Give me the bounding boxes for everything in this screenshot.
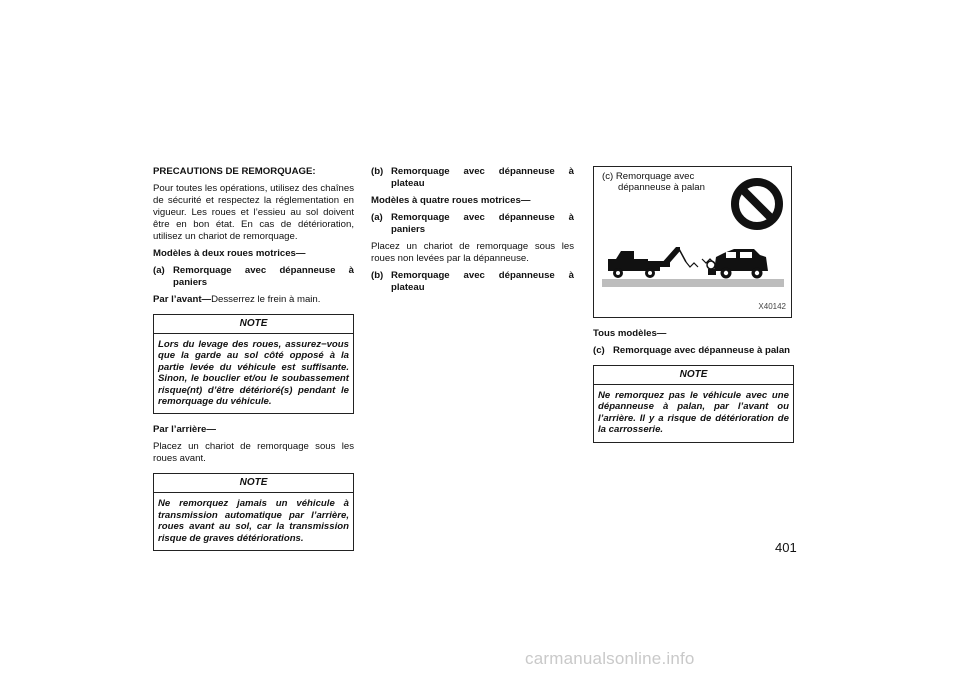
- tow-truck-icon: [608, 247, 686, 278]
- prohibition-icon: [735, 182, 779, 226]
- figure-code: X40142: [758, 302, 786, 311]
- sling-towing-figure: [593, 166, 792, 318]
- note-box-automatic-transmission: [153, 473, 354, 551]
- list-item-c-sling: [593, 345, 794, 357]
- front-label: Par l’avant—: [153, 294, 212, 305]
- item-text-line1: Remorquage avec dépanneuse à: [391, 270, 574, 281]
- item-text-line2: plateau: [391, 178, 425, 189]
- item-text: Remorquage avec dépanneuse à palan: [613, 345, 791, 356]
- four-wheel-drive-heading: Modèles à quatre roues motrices—: [371, 195, 531, 206]
- towed-vehicle-icon: [707, 249, 768, 279]
- note-body: Lors du levage des roues, assurez−vous que la garde au sol côté opposé à la partie levée du véhicule est suffisante. Sinon, le bouclier et/ou le soubassement risque(nt) d’être détérioré(s) pendant le remorquage du véhicule.: [158, 339, 349, 408]
- item-text-line1: Remorquage avec dépanneuse à: [391, 166, 574, 177]
- item-text-line2: paniers: [391, 224, 426, 235]
- item-label: (a): [153, 265, 165, 276]
- front-text: Desserrez le frein à main.: [211, 294, 321, 305]
- list-item-b-flatbed: [371, 270, 574, 294]
- item-text-line2: paniers: [173, 277, 208, 288]
- note-body: Ne remorquez jamais un véhicule à transmission automatique par l’arrière, roues avant au sol, car la transmission risque de graves détériorations.: [158, 498, 349, 544]
- front-towing-paragraph: [153, 294, 354, 306]
- watermark-text: carmanualsonline.info: [525, 649, 695, 668]
- note-box-sling-towing: [593, 365, 794, 443]
- intro-paragraph: Pour toutes les opérations, utilisez des chaînes de sécurité et respectez la réglementation en vigueur. Les roues et l’essieu au sol doivent être en bon état. En cas de détérioration, utilisez un chariot de remorquage.: [153, 183, 354, 242]
- item-label: (c): [593, 345, 605, 356]
- all-models-heading: Tous modèles—: [593, 328, 667, 339]
- note-box-ground-clearance: [153, 314, 354, 414]
- note-body: Ne remorquez pas le véhicule avec une dépanneuse à palan, par l’avant ou l’arrière. Il y a risque de détérioration de la carrosserie.: [598, 390, 789, 436]
- column-right: [593, 166, 794, 453]
- two-wheel-drive-heading: Modèles à deux roues motrices—: [153, 248, 306, 259]
- figure-caption-line2: dépanneuse à palan: [618, 182, 705, 193]
- item-text-line2: plateau: [391, 282, 425, 293]
- note-title: NOTE: [154, 315, 353, 334]
- item-text-line1: Remorquage avec dépanneuse à: [391, 212, 574, 223]
- item-label: (b): [371, 166, 384, 177]
- column-left: [153, 166, 354, 561]
- item-label: (a): [371, 212, 383, 223]
- chain-icon: [686, 259, 714, 267]
- rear-towing-heading: Par l’arrière—: [153, 424, 216, 436]
- item-label: (b): [371, 270, 384, 281]
- note-title: NOTE: [154, 474, 353, 493]
- rear-towing-paragraph: Placez un chariot de remorquage sous les roues avant.: [153, 441, 354, 465]
- ground-strip: [602, 279, 784, 287]
- note-title: NOTE: [594, 366, 793, 385]
- list-item-b-flatbed: [371, 166, 574, 190]
- towing-precautions-heading: PRECAUTIONS DE REMORQUAGE:: [153, 166, 316, 177]
- dolly-paragraph: Placez un chariot de remorquage sous les roues non levées par la dépanneuse.: [371, 241, 574, 264]
- column-middle: [371, 166, 574, 299]
- figure-caption-line1: (c) Remorquage avec: [602, 171, 695, 182]
- page-number: 401: [775, 540, 797, 555]
- list-item-a-wheel-lift: [371, 212, 574, 236]
- figure-caption: [602, 171, 705, 193]
- list-item-a-wheel-lift: [153, 265, 354, 289]
- item-text-line1: Remorquage avec dépanneuse à: [173, 265, 354, 276]
